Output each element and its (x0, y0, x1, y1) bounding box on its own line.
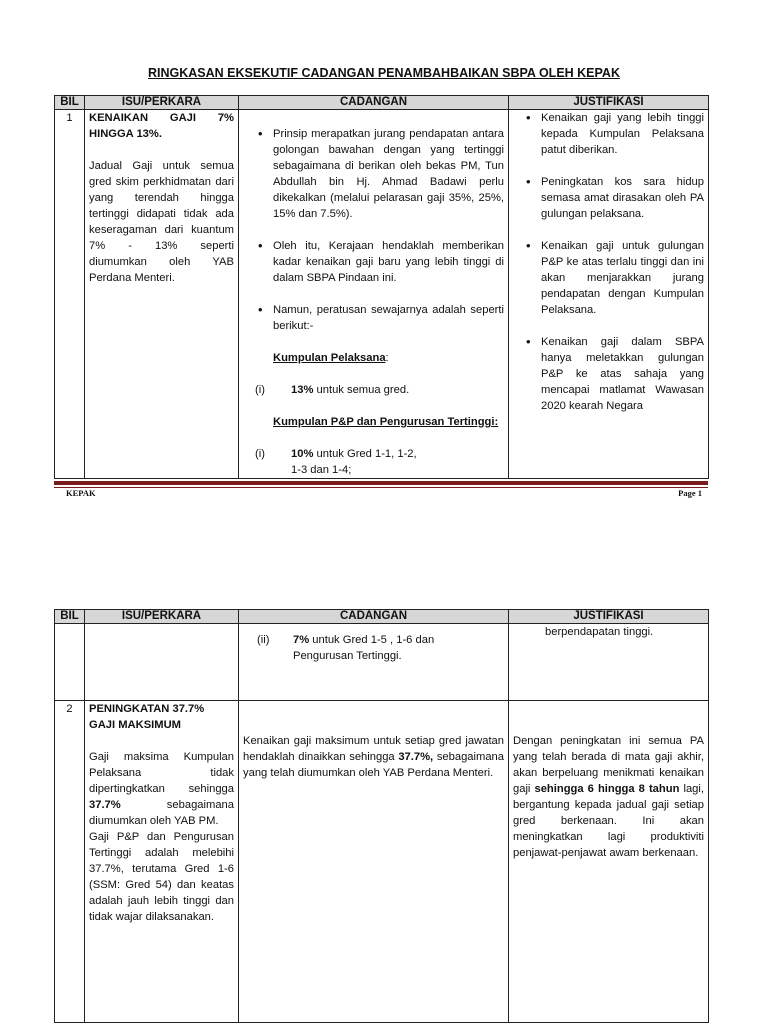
row-number (55, 624, 85, 701)
isu-cell (85, 701, 239, 1023)
footer-left: KEPAK (66, 488, 96, 498)
footer-separator-thin (54, 487, 708, 488)
isu-title-line-1: KENAIKAN GAJI 7% (89, 112, 234, 124)
cadangan-cell (239, 701, 509, 1023)
page-title: RINGKASAN EKSEKUTIF CADANGAN PENAMBAHBAIKAN SBPA OLEH KEPAK (147, 66, 620, 80)
isu-title-line-2: GAJI MAKSIMUM (89, 719, 181, 731)
cadangan-item: (ii) 7% untuk Gred 1-5 , 1-6 dan Pengurusan Tertinggi. (257, 634, 435, 662)
cadangan-text: Kenaikan gaji maksimum untuk setiap gred jawatan hendaklah dinaikkan sehingga 37.7%, sebagaimana yang telah diumumkan oleh YAB Perdana Menteri. (243, 735, 504, 779)
justifikasi-bullet: • Kenaikan gaji untuk gulungan P&P ke atas terlalu tinggi dan ini akan menjarakkan jurang pendapatan dengan Kumpulan Pelaksana. (523, 238, 704, 318)
row-number: 1 (55, 110, 85, 479)
isu-title-line-1: PENINGKATAN 37.7% (89, 703, 205, 715)
isu-cell (85, 624, 239, 701)
summary-table-page-1 (54, 95, 709, 479)
cadangan-bullet: • Prinsip merapatkan jurang pendapatan antara golongan bawahan dengan yang tertinggi sebagaimana di berikan oleh bekas PM, Tun Abdullah bin Hj. Ahmad Badawi perlu dikekalkan (melalui pelarasan gaji 35%, 25%, 15% dan 7.5%). (255, 126, 504, 222)
kumpulan-pp-heading: Kumpulan P&P dan Pengurusan Tertinggi: (273, 416, 499, 428)
isu-paragraph-2: Gaji P&P dan Pengurusan Tertinggi adalah melebihi 37.7%, terutama Gred 1-6 (SSM: Gred 54) dan keatas adalah jauh lebih tinggi dan tidak wajar dilaksanakan. (89, 831, 234, 923)
table-row (55, 110, 709, 479)
footer-page-number: Page 1 (678, 488, 702, 498)
summary-table-page-2 (54, 609, 709, 1023)
cadangan-cell (239, 110, 509, 479)
kumpulan-pelaksana-heading: Kumpulan Pelaksana: (273, 352, 389, 364)
kumpulan-pelaksana-item: (i) 13% untuk semua gred. (255, 384, 410, 396)
cadangan-cell (239, 624, 509, 701)
header-isu: ISU/PERKARA (85, 96, 239, 110)
cadangan-bullet: • Namun, peratusan sewajarnya adalah seperti berikut:- (255, 302, 504, 334)
isu-paragraph-1: Gaji maksima Kumpulan Pelaksana tidak dipertingkatkan sehingga 37.7% sebagaimana diumumkan oleh YAB PM. (89, 751, 234, 827)
header-justifikasi: JUSTIFIKASI (509, 610, 709, 624)
justifikasi-cell (509, 110, 709, 479)
table-row (55, 624, 709, 701)
header-bil: BIL (55, 610, 85, 624)
justifikasi-list (523, 110, 704, 414)
header-justifikasi: JUSTIFIKASI (509, 96, 709, 110)
header-isu: ISU/PERKARA (85, 610, 239, 624)
justifikasi-bullet: • Peningkatan kos sara hidup semasa amat dirasakan oleh PA gulungan pelaksana. (523, 174, 704, 222)
footer-separator (54, 481, 708, 485)
header-cadangan: CADANGAN (239, 610, 509, 624)
isu-description: Jadual Gaji untuk semua gred skim perkhidmatan dari yang terendah hingga tertinggi didapati tidak ada keseragaman dari kuantum 7% - 13% seperti diumumkan oleh YAB Perdana Menteri. (89, 160, 234, 284)
kumpulan-pp-item: (i) 10% untuk Gred 1-1, 1-2, 1-3 dan 1-4; (255, 448, 417, 476)
row-number: 2 (55, 701, 85, 1023)
justifikasi-bullet: • Kenaikan gaji yang lebih tinggi kepada Kumpulan Pelaksana patut diberikan. (523, 110, 704, 158)
header-cadangan: CADANGAN (239, 96, 509, 110)
table-row (55, 701, 709, 1023)
justifikasi-text: Dengan peningkatan ini semua PA yang telah berada di mata gaji akhir, akan berpeluang menikmati kenaikan gaji sehingga 6 hingga 8 tahun lagi, bergantung kepada jadual gaji setiap gred berkenaan. Ini akan meningkatkan lagi produktiviti penjawat-penjawat awam berkenaan. (513, 735, 704, 859)
justifikasi-cell (509, 701, 709, 1023)
justifikasi-text: berpendapatan tinggi. (545, 626, 654, 638)
isu-title-line-2: HINGGA 13%. (89, 128, 162, 140)
cadangan-bullet: • Oleh itu, Kerajaan hendaklah memberikan kadar kenaikan gaji baru yang lebih tinggi di dalam SBPA Pindaan ini. (255, 238, 504, 286)
justifikasi-cell (509, 624, 709, 701)
cadangan-list (255, 126, 504, 334)
justifikasi-bullet: • Kenaikan gaji dalam SBPA hanya meletakkan gulungan P&P ke atas sahaja yang mencapai matlamat Wawasan 2020 kearah Negara (523, 334, 704, 414)
header-bil: BIL (55, 96, 85, 110)
isu-cell (85, 110, 239, 479)
